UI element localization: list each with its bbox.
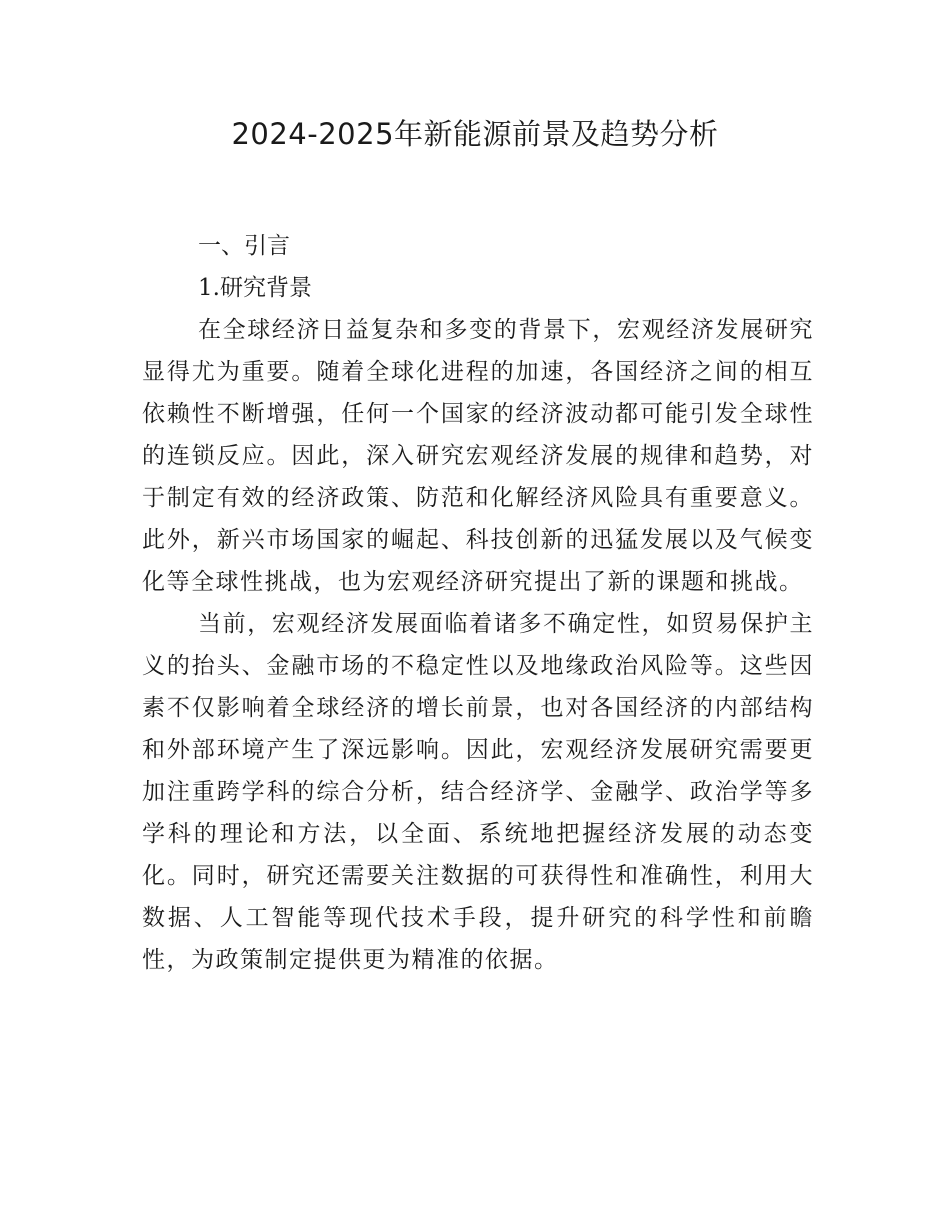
body-paragraph: 当前，宏观经济发展面临着诸多不确定性，如贸易保护主义的抬头、金融市场的不稳定性以及地缘政治风险等。这些因素不仅影响着全球经济的增长前景，也对各国经济的内部结构和外部环境产生了深远影响。因此，宏观经济发展研究需要更加注重跨学科的综合分析，结合经济学、金融学、政治学等多学科的理论和方法，以全面、系统地把握经济发展的动态变化。同时，研究还需要关注数据的可获得性和准确性，利用大数据、人工智能等现代技术手段，提升研究的科学性和前瞻性，为政策制定提供更为精准的依据。 (142, 611, 814, 973)
document-title: 2024-2025年新能源前景及趋势分析 (231, 117, 719, 151)
section-heading: 一、引言 (198, 233, 290, 259)
document-body (142, 225, 814, 981)
subsection-heading: 1.研究背景 (198, 275, 312, 301)
body-paragraph: 在全球经济日益复杂和多变的背景下，宏观经济发展研究显得尤为重要。随着全球化进程的加速，各国经济之间的相互依赖性不断增强，任何一个国家的经济波动都可能引发全球性的连锁反应。因此，深入研究宏观经济发展的规律和趋势，对于制定有效的经济政策、防范和化解经济风险具有重要意义。此外，新兴市场国家的崛起、科技创新的迅猛发展以及气候变化等全球性挑战，也为宏观经济研究提出了新的课题和挑战。 (142, 317, 814, 595)
